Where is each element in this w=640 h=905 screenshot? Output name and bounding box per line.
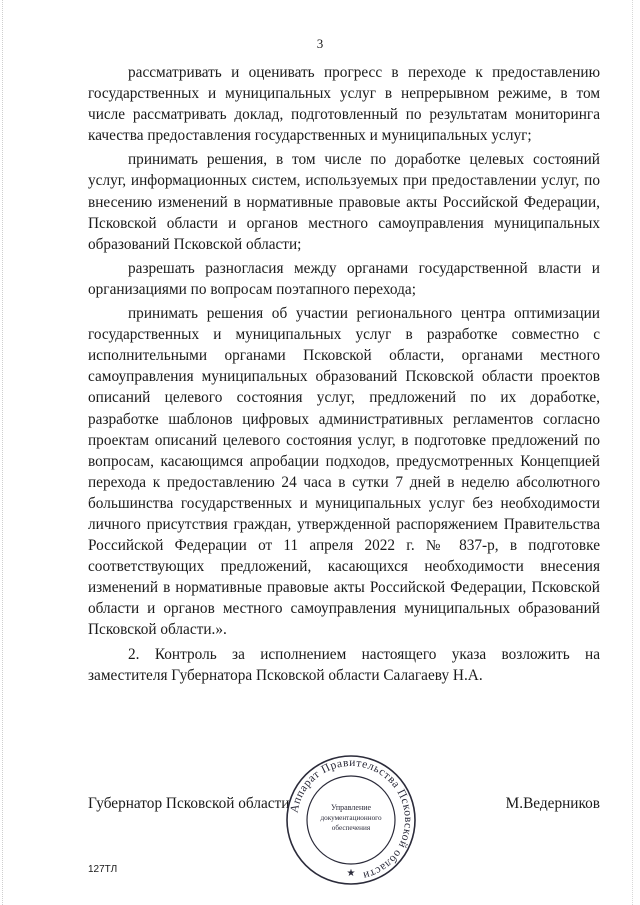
scan-edge-right (632, 0, 634, 905)
stamp-inner-line: документационного (320, 814, 382, 822)
paragraph: рассматривать и оценивать прогресс в переходе к предоставлению государственных и муниципальных услуг в непрерывном режиме, в том числе рассматривать доклад, подготовленный по результатам мониторинга качества предоставления государственных и муниципальных услуг; (88, 64, 600, 145)
official-stamp (283, 752, 419, 888)
paragraph: разрешать разногласия между органами государственной власти и организациями по вопросам поэтапного перехода; (88, 259, 600, 298)
stamp-outer-text: Аппарат Правительства Псковской области (288, 756, 415, 882)
stamp-star-icon: ★ (346, 868, 356, 879)
paragraph: 2. Контроль за исполнением настоящего указа возложить на заместителя Губернатора Псковской области Салагаеву Н.А. (88, 645, 600, 684)
document-code: 127ТЛ (88, 864, 118, 875)
signatory-title: Губернатор Псковской области (88, 795, 290, 812)
paragraph: принимать решения об участии регионального центра оптимизации государственных и муниципальных услуг в разработке совместно с исполнительными органами Псковской области, органами местного самоуправления муниципальных образований Псковской области проектов описаний целевого состояния услуг, предложений по их доработке, разработке шаблонов цифровых административных регламентов согласно проектам описаний целевого состояния услуг, в подготовке предложений по вопросам, касающимся апробации подходов, предусмотренных Концепцией перехода к предоставлению 24 часа в сутки 7 дней в неделю абсолютного большинства государственных и муниципальных услуг без необходимости личного присутствия граждан, утвержденной распоряжением Правительства Российской Федерации от 11 апреля 2022 г. № 837-р, в подготовке соответствующих предложений, касающихся необходимости внесения изменений в нормативные правовые акты Российской Федерации, Псковской области и органов местного самоуправления муниципальных образований Псковской области.». (88, 305, 600, 639)
stamp-inner-line: обеспечения (331, 824, 371, 832)
stamp-inner-line: Управление (330, 803, 372, 812)
scan-edge-left (2, 0, 4, 905)
document-body (88, 62, 600, 686)
page-number: 3 (316, 36, 324, 51)
paragraph: принимать решения, в том числе по доработке целевых состояний услуг, информационных систем, используемых при предоставлении услуг, по внесению изменений в нормативные правовые акты Российской Федерации, Псковской области и органов местного самоуправления муниципальных образований Псковской области; (88, 151, 600, 253)
signatory-name: М.Ведерников (505, 795, 600, 812)
